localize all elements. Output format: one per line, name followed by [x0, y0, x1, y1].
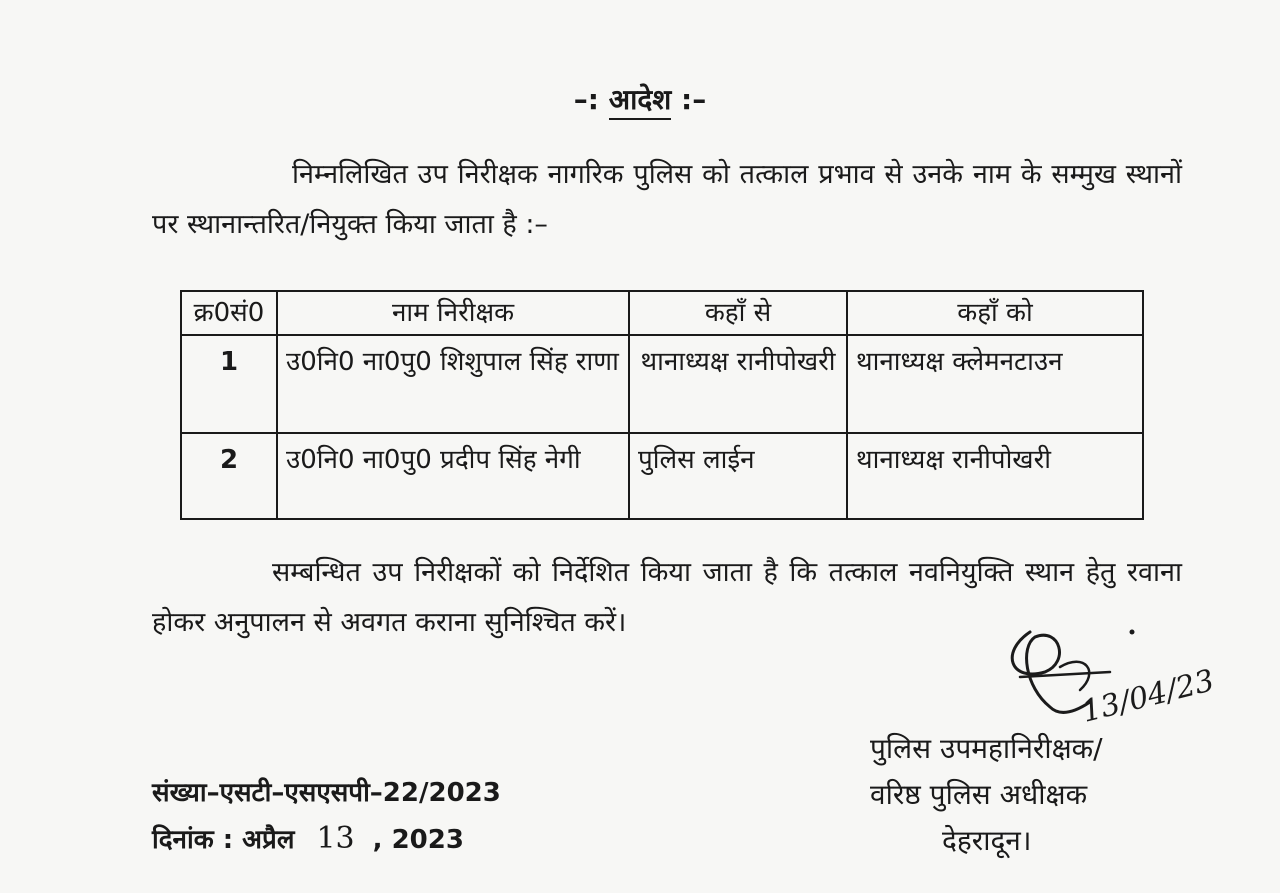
document-heading [0, 80, 1280, 118]
transfer-table [180, 290, 1144, 520]
signatory-designation-1: पुलिस उपमहानिरीक्षक/ [870, 732, 1103, 765]
cell-serial: 2 [181, 433, 277, 519]
signatory-location: देहरादून। [942, 824, 1032, 857]
handwritten-signature [990, 612, 1240, 742]
date-year: , 2023 [372, 825, 464, 855]
header-inspector-name: नाम निरीक्षक [277, 291, 629, 335]
cell-to: थानाध्यक्ष रानीपोखरी [847, 433, 1143, 519]
signature-date: 13/04/23 [1078, 663, 1218, 730]
heading-prefix: –: [573, 83, 609, 116]
header-serial: क्र0सं0 [181, 291, 277, 335]
signatory-block [870, 726, 1103, 864]
date-day: 13 [316, 821, 355, 856]
cell-from: थानाध्यक्ष रानीपोखरी [629, 335, 847, 433]
cell-from: पुलिस लाईन [629, 433, 847, 519]
heading-title: आदेश [609, 83, 672, 120]
header-from: कहाँ से [629, 291, 847, 335]
cell-to: थानाध्यक्ष क्लेमनटाउन [847, 335, 1143, 433]
heading-suffix: :– [671, 83, 707, 116]
signatory-designation-2: वरिष्ठ पुलिस अधीक्षक [870, 778, 1088, 811]
date-label: दिनांक : अप्रैल [152, 825, 295, 855]
cell-inspector-name: उ0नि0 ना0पु0 प्रदीप सिंह नेगी [277, 433, 629, 519]
table-row [181, 433, 1143, 519]
table-row [181, 335, 1143, 433]
cell-inspector-name: उ0नि0 ना0पु0 शिशुपाल सिंह राणा [277, 335, 629, 433]
header-to: कहाँ को [847, 291, 1143, 335]
reference-date [152, 816, 501, 863]
intro-paragraph: निम्नलिखित उप निरीक्षक नागरिक पुलिस को तत्काल प्रभाव से उनके नाम के सम्मुख स्थानों पर स्थानान्तरित/नियुक्त किया जाता है :– [152, 159, 1182, 240]
reference-number: संख्या–एसटी–एसएसपी–22/2023 [152, 778, 501, 808]
cell-serial: 1 [181, 335, 277, 433]
closing-paragraph: सम्बन्धित उप निरीक्षकों को निर्देशित किया जाता है कि तत्काल नवनियुक्ति स्थान हेतु रवाना होकर अनुपालन से अवगत कराना सुनिश्चित करें। [152, 557, 1182, 638]
reference-block [152, 770, 501, 863]
table-header-row [181, 291, 1143, 335]
